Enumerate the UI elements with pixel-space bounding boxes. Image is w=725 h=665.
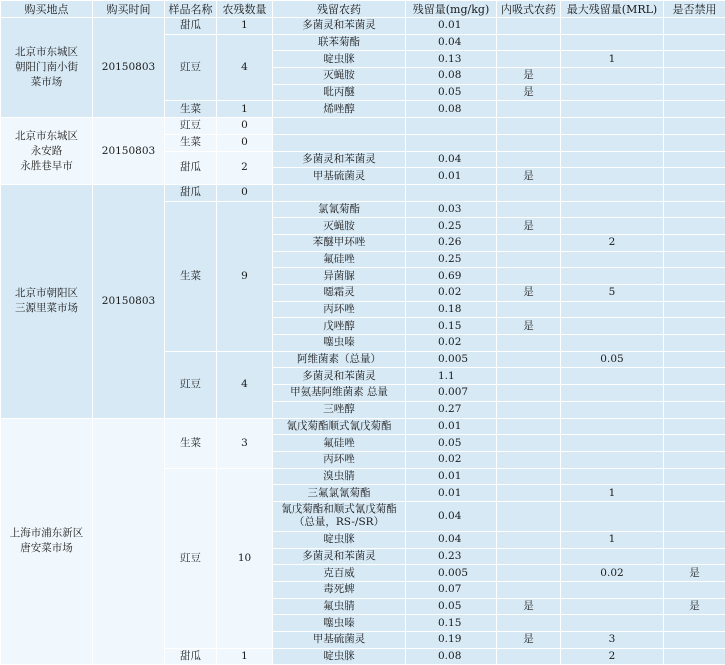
pesticide-cell: 啶虫脒 — [273, 648, 406, 665]
amount-cell: 0.08 — [406, 648, 497, 665]
banned-cell — [664, 285, 725, 302]
banned-cell — [664, 485, 725, 502]
pesticide-cell: 多菌灵和苯菌灵 — [273, 548, 406, 565]
location-cell — [1, 118, 93, 185]
amount-cell: 0.04 — [406, 531, 497, 548]
banned-cell — [664, 531, 725, 548]
systemic-cell — [497, 184, 561, 201]
table-row — [1, 18, 725, 35]
sample-name-cell: 生菜 — [165, 418, 217, 468]
pesticide-cell: 溴虫腈 — [273, 468, 406, 485]
header-banned: 是否禁用 — [664, 1, 725, 18]
pesticide-cell: 氰戊菊酯和顺式氰戊菊酯（总量，RS-/SR） — [273, 501, 406, 531]
residue-count-cell: 4 — [217, 351, 273, 418]
amount-cell — [406, 118, 497, 135]
amount-cell: 0.005 — [406, 565, 497, 582]
mrl-cell — [561, 168, 664, 185]
mrl-cell: 1 — [561, 485, 664, 502]
systemic-cell: 是 — [497, 632, 561, 649]
pesticide-cell: 多菌灵和苯菌灵 — [273, 368, 406, 385]
sample-name-cell: 豇豆 — [165, 118, 217, 135]
pesticide-cell: 氯氰菊酯 — [273, 201, 406, 218]
residue-count-cell: 0 — [217, 184, 273, 201]
systemic-cell — [497, 151, 561, 168]
pesticide-cell: 三唑醇 — [273, 401, 406, 418]
mrl-cell — [561, 582, 664, 599]
mrl-cell: 2 — [561, 234, 664, 251]
banned-cell — [664, 234, 725, 251]
banned-cell: 是 — [664, 598, 725, 615]
amount-cell: 0.13 — [406, 51, 497, 68]
mrl-cell — [561, 134, 664, 151]
sample-name-cell: 豇豆 — [165, 34, 217, 101]
mrl-cell — [561, 151, 664, 168]
amount-cell: 0.03 — [406, 201, 497, 218]
pesticide-cell: 多菌灵和苯菌灵 — [273, 18, 406, 35]
mrl-cell — [561, 451, 664, 468]
mrl-cell — [561, 301, 664, 318]
systemic-cell — [497, 335, 561, 352]
banned-cell — [664, 168, 725, 185]
pesticide-cell: 联苯菊酯 — [273, 34, 406, 51]
banned-cell — [664, 251, 725, 268]
systemic-cell: 是 — [497, 285, 561, 302]
date-cell: 20150803 — [93, 18, 165, 118]
systemic-cell — [497, 615, 561, 632]
residue-count-cell: 1 — [217, 101, 273, 118]
systemic-cell — [497, 51, 561, 68]
banned-cell — [664, 632, 725, 649]
banned-cell — [664, 34, 725, 51]
systemic-cell — [497, 268, 561, 285]
location-line: 北京市朝阳区 — [3, 286, 90, 301]
date-cell: 20150803 — [93, 118, 165, 185]
amount-cell: 0.69 — [406, 268, 497, 285]
pesticide-cell: 三氟氯氰菊酯 — [273, 485, 406, 502]
residue-count-cell: 10 — [217, 468, 273, 648]
pesticide-cell — [273, 134, 406, 151]
banned-cell — [664, 151, 725, 168]
banned-cell — [664, 68, 725, 85]
systemic-cell: 是 — [497, 84, 561, 101]
residue-count-cell: 9 — [217, 201, 273, 351]
systemic-cell — [497, 418, 561, 435]
systemic-cell — [497, 118, 561, 135]
systemic-cell — [497, 385, 561, 402]
banned-cell — [664, 418, 725, 435]
amount-cell: 0.25 — [406, 251, 497, 268]
banned-cell — [664, 134, 725, 151]
mrl-cell — [561, 501, 664, 531]
amount-cell: 1.1 — [406, 368, 497, 385]
mrl-cell — [561, 418, 664, 435]
residue-count-cell: 2 — [217, 151, 273, 184]
sample-name-cell: 生菜 — [165, 101, 217, 118]
pesticide-cell: 灭蝇胺 — [273, 68, 406, 85]
location-cell — [1, 418, 93, 665]
systemic-cell — [497, 401, 561, 418]
banned-cell — [664, 51, 725, 68]
mrl-cell — [561, 201, 664, 218]
header-date: 购买时间 — [93, 1, 165, 18]
location-line: 永胜巷早市 — [3, 159, 90, 174]
banned-cell — [664, 401, 725, 418]
amount-cell: 0.07 — [406, 582, 497, 599]
systemic-cell: 是 — [497, 598, 561, 615]
mrl-cell: 5 — [561, 285, 664, 302]
systemic-cell — [497, 565, 561, 582]
systemic-cell — [497, 234, 561, 251]
mrl-cell: 3 — [561, 632, 664, 649]
location-cell — [1, 184, 93, 418]
mrl-cell: 2 — [561, 648, 664, 665]
banned-cell — [664, 548, 725, 565]
pesticide-cell: 噻虫嗪 — [273, 335, 406, 352]
banned-cell — [664, 648, 725, 665]
header-count: 农残数量 — [217, 1, 273, 18]
amount-cell: 0.04 — [406, 34, 497, 51]
mrl-cell — [561, 401, 664, 418]
residue-count-cell: 4 — [217, 34, 273, 101]
location-line: 北京市东城区 — [3, 129, 90, 144]
amount-cell: 0.15 — [406, 615, 497, 632]
amount-cell: 0.02 — [406, 451, 497, 468]
amount-cell: 0.08 — [406, 68, 497, 85]
header-mrl: 最大残留量(MRL) — [561, 1, 664, 18]
systemic-cell — [497, 531, 561, 548]
pesticide-cell: 灭蝇胺 — [273, 218, 406, 235]
residue-count-cell: 3 — [217, 418, 273, 468]
systemic-cell — [497, 501, 561, 531]
amount-cell: 0.23 — [406, 548, 497, 565]
amount-cell: 0.01 — [406, 168, 497, 185]
header-systemic: 内吸式农药 — [497, 1, 561, 18]
systemic-cell — [497, 251, 561, 268]
mrl-cell — [561, 318, 664, 335]
mrl-cell — [561, 118, 664, 135]
pesticide-cell: 吡丙醚 — [273, 84, 406, 101]
location-line: 北京市东城区 — [3, 45, 90, 60]
amount-cell: 0.18 — [406, 301, 497, 318]
amount-cell: 0.04 — [406, 501, 497, 531]
banned-cell — [664, 301, 725, 318]
pesticide-cell: 噻虫嗪 — [273, 615, 406, 632]
location-line: 永安路 — [3, 144, 90, 159]
amount-cell: 0.26 — [406, 234, 497, 251]
mrl-cell: 1 — [561, 51, 664, 68]
pesticide-cell: 噁霜灵 — [273, 285, 406, 302]
banned-cell — [664, 218, 725, 235]
sample-name-cell: 豇豆 — [165, 351, 217, 418]
systemic-cell — [497, 368, 561, 385]
location-line: 三源里菜市场 — [3, 301, 90, 316]
pesticide-cell: 甲基硫菌灵 — [273, 632, 406, 649]
pesticide-cell: 毒死蜱 — [273, 582, 406, 599]
banned-cell — [664, 201, 725, 218]
mrl-cell — [561, 548, 664, 565]
systemic-cell — [497, 34, 561, 51]
pesticide-cell: 啶虫脒 — [273, 51, 406, 68]
sample-name-cell: 生菜 — [165, 201, 217, 351]
amount-cell: 0.02 — [406, 335, 497, 352]
systemic-cell — [497, 101, 561, 118]
systemic-cell: 是 — [497, 68, 561, 85]
mrl-cell — [561, 184, 664, 201]
residue-count-cell: 0 — [217, 118, 273, 135]
banned-cell — [664, 84, 725, 101]
banned-cell — [664, 351, 725, 368]
mrl-cell — [561, 598, 664, 615]
banned-cell — [664, 101, 725, 118]
sample-name-cell: 甜瓜 — [165, 184, 217, 201]
mrl-cell — [561, 615, 664, 632]
amount-cell: 0.27 — [406, 401, 497, 418]
mrl-cell: 1 — [561, 531, 664, 548]
amount-cell: 0.05 — [406, 598, 497, 615]
mrl-cell — [561, 101, 664, 118]
systemic-cell — [497, 301, 561, 318]
sample-name-cell: 甜瓜 — [165, 648, 217, 665]
sample-name-cell: 甜瓜 — [165, 18, 217, 35]
mrl-cell — [561, 268, 664, 285]
date-cell — [93, 418, 165, 665]
banned-cell — [664, 335, 725, 352]
pesticide-cell: 烯唑醇 — [273, 101, 406, 118]
systemic-cell: 是 — [497, 218, 561, 235]
location-line: 上海市浦东新区 — [3, 526, 90, 541]
pesticide-cell: 氟硅唑 — [273, 435, 406, 452]
systemic-cell: 是 — [497, 168, 561, 185]
amount-cell: 0.15 — [406, 318, 497, 335]
mrl-cell: 0.05 — [561, 351, 664, 368]
systemic-cell — [497, 351, 561, 368]
location-cell — [1, 18, 93, 118]
amount-cell: 0.01 — [406, 418, 497, 435]
systemic-cell — [497, 201, 561, 218]
systemic-cell — [497, 18, 561, 35]
banned-cell — [664, 468, 725, 485]
pesticide-cell — [273, 118, 406, 135]
amount-cell: 0.04 — [406, 151, 497, 168]
banned-cell — [664, 615, 725, 632]
amount-cell: 0.25 — [406, 218, 497, 235]
banned-cell: 是 — [664, 565, 725, 582]
pesticide-cell: 甲基硫菌灵 — [273, 168, 406, 185]
mrl-cell — [561, 18, 664, 35]
banned-cell — [664, 318, 725, 335]
header-pesticide: 残留农药 — [273, 1, 406, 18]
systemic-cell: 是 — [497, 318, 561, 335]
mrl-cell — [561, 368, 664, 385]
location-line: 唐安菜市场 — [3, 541, 90, 556]
sample-name-cell: 甜瓜 — [165, 151, 217, 184]
banned-cell — [664, 118, 725, 135]
location-line: 菜市场 — [3, 75, 90, 90]
banned-cell — [664, 582, 725, 599]
banned-cell — [664, 18, 725, 35]
amount-cell: 0.007 — [406, 385, 497, 402]
mrl-cell — [561, 385, 664, 402]
amount-cell: 0.01 — [406, 468, 497, 485]
banned-cell — [664, 184, 725, 201]
pesticide-cell: 甲氨基阿维菌素 总量 — [273, 385, 406, 402]
banned-cell — [664, 368, 725, 385]
table-body — [1, 18, 725, 665]
systemic-cell — [497, 435, 561, 452]
amount-cell — [406, 184, 497, 201]
systemic-cell — [497, 451, 561, 468]
pesticide-cell: 异菌脲 — [273, 268, 406, 285]
banned-cell — [664, 435, 725, 452]
systemic-cell — [497, 648, 561, 665]
pesticide-cell: 苯醚甲环唑 — [273, 234, 406, 251]
amount-cell: 0.01 — [406, 18, 497, 35]
systemic-cell — [497, 582, 561, 599]
date-cell: 20150803 — [93, 184, 165, 418]
systemic-cell — [497, 134, 561, 151]
banned-cell — [664, 501, 725, 531]
amount-cell: 0.005 — [406, 351, 497, 368]
mrl-cell — [561, 251, 664, 268]
header-location: 购买地点 — [1, 1, 93, 18]
pesticide-cell: 阿维菌素（总量） — [273, 351, 406, 368]
mrl-cell — [561, 34, 664, 51]
pesticide-cell: 氟虫腈 — [273, 598, 406, 615]
sample-name-cell: 豇豆 — [165, 468, 217, 648]
amount-cell: 0.19 — [406, 632, 497, 649]
pesticide-cell: 丙环唑 — [273, 451, 406, 468]
residue-count-cell: 1 — [217, 18, 273, 35]
systemic-cell — [497, 485, 561, 502]
pesticide-cell: 多菌灵和苯菌灵 — [273, 151, 406, 168]
pesticide-cell: 啶虫脒 — [273, 531, 406, 548]
amount-cell: 0.01 — [406, 485, 497, 502]
amount-cell: 0.08 — [406, 101, 497, 118]
amount-cell: 0.02 — [406, 285, 497, 302]
header-row — [1, 1, 725, 18]
mrl-cell — [561, 468, 664, 485]
residue-count-cell: 0 — [217, 134, 273, 151]
mrl-cell — [561, 84, 664, 101]
table-row — [1, 184, 725, 201]
location-line: 朝阳门南小街 — [3, 60, 90, 75]
banned-cell — [664, 385, 725, 402]
systemic-cell — [497, 548, 561, 565]
amount-cell — [406, 134, 497, 151]
mrl-cell — [561, 218, 664, 235]
pesticide-cell: 氟硅唑 — [273, 251, 406, 268]
sample-name-cell: 生菜 — [165, 134, 217, 151]
pesticide-cell: 戊唑醇 — [273, 318, 406, 335]
mrl-cell — [561, 68, 664, 85]
pesticide-cell — [273, 184, 406, 201]
amount-cell: 0.05 — [406, 435, 497, 452]
banned-cell — [664, 451, 725, 468]
pesticide-cell: 丙环唑 — [273, 301, 406, 318]
systemic-cell — [497, 468, 561, 485]
residue-count-cell: 1 — [217, 648, 273, 665]
table-row — [1, 418, 725, 435]
pesticide-cell: 克百威 — [273, 565, 406, 582]
mrl-cell: 0.02 — [561, 565, 664, 582]
table-row — [1, 118, 725, 135]
header-sample: 样品名称 — [165, 1, 217, 18]
mrl-cell — [561, 435, 664, 452]
header-amount: 残留量(mg/kg) — [406, 1, 497, 18]
amount-cell: 0.05 — [406, 84, 497, 101]
pesticide-cell: 氰戊菊酯顺式氰戊菊酯 — [273, 418, 406, 435]
mrl-cell — [561, 335, 664, 352]
banned-cell — [664, 268, 725, 285]
